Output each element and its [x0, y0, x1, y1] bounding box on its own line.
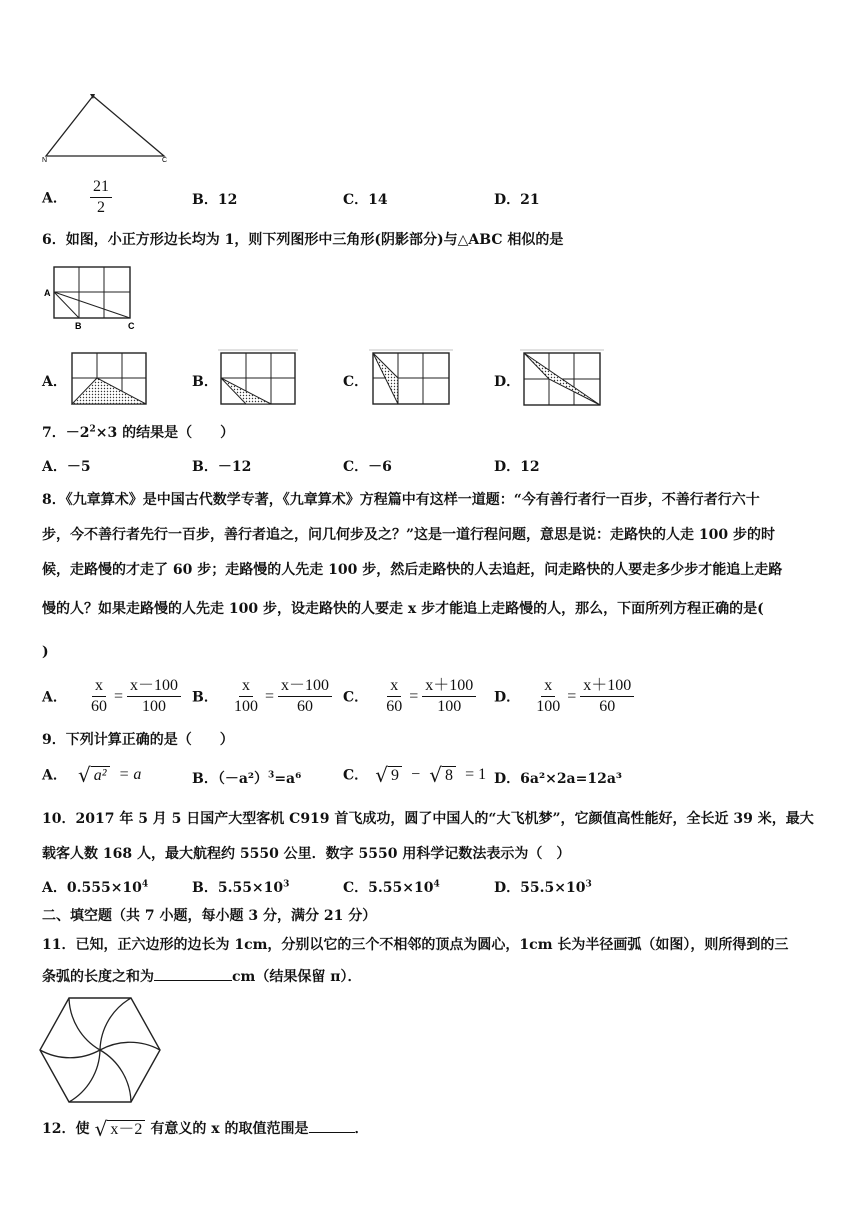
- q6-option-d-label: D．: [494, 374, 521, 390]
- q5-option-b: B．12: [192, 192, 238, 208]
- q9-option-c: C． √ 9 − √ 8 = 1: [343, 762, 487, 787]
- q6-label-a: A: [44, 288, 51, 298]
- q9-option-b: B．$(-a^2)^3=a^6$: [192, 770, 302, 787]
- q6-option-a-label: A．: [42, 374, 67, 390]
- q5-option-c: C．14: [343, 192, 388, 208]
- q9-option-a: A． √ a² = a: [42, 762, 142, 787]
- q6-option-d-figure: [520, 349, 604, 409]
- q8-line-2: 步，今不善行者先行一百步，善行者追之，问几何步及之？”这是一道行程问题，意思是说：走路快的人走 100 步的时: [42, 527, 776, 543]
- q8-line-1: 8．《九章算术》是中国古代数学专著，《九章算术》方程篇中有这样一道题：“今有善行者行一百步，不善行者行六十: [42, 492, 760, 508]
- q6-option-b-label: B．: [192, 374, 218, 390]
- q6-label-b: B: [75, 321, 82, 331]
- q5-triangle-figure: [40, 92, 170, 164]
- q6-label-c: C: [128, 321, 135, 331]
- q9-option-d: D．6a²×2a=12a³: [494, 771, 623, 787]
- q10-option-b: B．$5.55\times 10^3$: [192, 879, 290, 896]
- q8-option-d: D． $\frac{x}{100}$ = $\frac{x+100}{60}$: [494, 676, 634, 717]
- q5-a-fraction: $\frac{21}{2}$: [90, 177, 112, 218]
- q10-option-c: C．$5.55\times 10^4$: [343, 879, 440, 896]
- q10-option-d: D．$55.5\times 10^3$: [494, 879, 592, 896]
- q7-option-d: D．12: [494, 459, 540, 475]
- q7-option-b: B．－12: [192, 459, 252, 475]
- section-2-heading: 二、填空题（共 7 小题，每小题 3 分，满分 21 分）: [42, 908, 377, 924]
- q11-hexagon-arcs-figure: [38, 996, 162, 1104]
- svg-text:N: N: [42, 157, 48, 164]
- q12-answer-blank[interactable]: [309, 1118, 355, 1133]
- q8-option-b: B． $\frac{x}{100}$ = $\frac{x-100}{60}$: [192, 676, 332, 717]
- q8-option-c: C． $\frac{x}{60}$ = $\frac{x+100}{100}$: [343, 676, 476, 717]
- q12-stem: 12．使 √ x－2 有意义的 x 的取值范围是 ．: [42, 1116, 369, 1141]
- q6-option-a-figure: [70, 351, 148, 407]
- svg-text:C: C: [162, 157, 168, 164]
- q6-reference-grid-figure: [42, 264, 140, 332]
- q10-option-a: A．$0.555\times 10^4$: [42, 879, 149, 896]
- q6-stem: 6．如图，小正方形边长均为 1，则下列图形中三角形(阴影部分)与△ABC 相似的是: [42, 232, 564, 248]
- q5-option-d: D．21: [494, 192, 540, 208]
- q6-option-b-figure: [218, 349, 298, 407]
- q6-option-c-figure: [369, 349, 453, 407]
- q6-option-c-label: C．: [343, 374, 369, 390]
- q8-line-4: 慢的人？如果走路慢的人先走 100 步，设走路快的人要走 x 步才能追上走路慢的人，那么，下面所列方程正确的是(: [42, 601, 764, 617]
- q8-line-3: 候，走路慢的才走了 60 步；走路慢的人先走 100 步，然后走路快的人去追赶，问走路快的人要走多少步才能追上走路: [42, 562, 783, 578]
- q7-option-c: C．－6: [343, 459, 392, 475]
- q11-line-2: 条弧的长度之和为 cm（结果保留 π）．: [42, 966, 361, 986]
- q10-line-2: 载客人数 168 人，最大航程约 5550 公里．数字 5550 用科学记数法表示为（ ）: [42, 846, 571, 862]
- q5-option-a: A． $\frac{21}{2}$: [42, 177, 112, 218]
- q7-option-a: A．－5: [42, 459, 91, 475]
- q10-line-1: 10．2017 年 5 月 5 日国产大型客机 C919 首飞成功，圆了中国人的“大飞机梦”，它颜值高性能好，全长近 39 米，最大: [42, 811, 814, 827]
- q11-answer-blank[interactable]: [154, 966, 232, 981]
- q7-stem: 7．$-2^2\times 3$ 的结果是（ ）: [42, 424, 235, 441]
- q8-option-a: A． $\frac{x}{60}$ = $\frac{x-100}{100}$: [42, 676, 181, 717]
- q9-stem: 9．下列计算正确的是（ ）: [42, 732, 234, 748]
- q11-line-1: 11．已知，正六边形的边长为 1cm，分别以它的三个不相邻的顶点为圆心，1cm 长为半径画弧（如图），则所得到的三: [42, 937, 789, 953]
- q8-line-5: ): [42, 644, 49, 660]
